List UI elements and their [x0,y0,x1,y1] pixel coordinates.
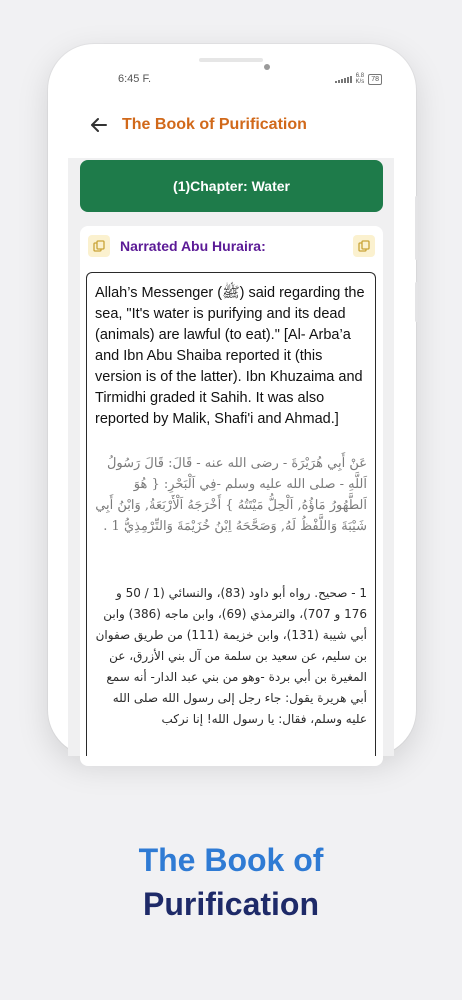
status-time: 6:45 F. [118,73,152,85]
hadith-grading-text: 1 - صحيح. رواه أبو داود (83)، والنسائي (1 / 50 و 176 و 707)، والترمذي (69)، وابن ماجه (386) وابن أبي شيبة (131)، وابن خزيمة (111) من طريق صفوان بن سليم، عن سعيد بن سلمة من آل بني الأزرق، عن المغيرة بن أبي بردة -وهو من بني عبد الدار- أنه سمع أبي هريرة يقول: جاء رجل إلى رسول الله صلى الله عليه وسلم، فقال: يا رسول الله! إنا نركب [95,586,367,726]
hadith-arabic-text: عَنْ أَبِي هُرَيْرَةَ - رضى الله عنه - قَالَ: قَالَ رَسُولُ اَللَّهِ - صلى الله عليه وسلم -فِي اَلْبَحْرِ: { هُوَ اَلطَّهُورُ مَاؤُهُ, اَلْحِلُّ مَيْتَتُهُ } أَخْرَجَهُ اَلْأَرْبَعَةُ, وَابْنُ أَبِي شَيْبَةَ وَاللَّفْظُ لَهُ, وَصَحَّحَهُ اِبْنُ خُزَيْمَةَ وَالتِّرْمِذِيُّ 1 . [95,456,367,534]
network-speed [356,73,365,85]
hadith-english-text: Allah’s Messenger (ﷺ) said regarding the sea, "It's water is purifying and its dead (animals) are lawful (to eat)." [Al- Arba’a and Ibn Abu Shaiba reported it (this version is of the latter). Ibn Khuzaima and Tirmidhi graded it Sahih. It was also reported by Malik, Shafi'i and Ahmad.] [95,285,365,427]
caption-line-1: The Book of [138,842,324,878]
battery-icon [368,74,382,85]
copy-icon[interactable] [353,235,375,257]
promo-caption [0,838,462,926]
earpiece-speaker [199,58,263,62]
status-bar [118,70,382,88]
narrator-row [80,228,383,264]
power-button [415,282,418,322]
volume-button [415,196,418,260]
arrow-left-icon[interactable] [88,114,110,136]
caption-line-2: Purification [142,886,319,922]
app-bar [86,110,386,140]
page-title: The Book of Purification [122,116,307,133]
chapter-header[interactable] [80,160,383,212]
hadith-text-box[interactable] [86,272,376,756]
battery-level: 78 [371,75,379,83]
network-speed-unit: K/s [355,79,365,85]
chapter-title: (1)Chapter: Water [173,178,290,194]
copy-icon[interactable] [88,235,110,257]
network-speed-value: 6.8 [355,73,365,79]
narrator-label: Narrated Abu Huraira: [120,238,266,254]
signal-icon [335,76,352,83]
